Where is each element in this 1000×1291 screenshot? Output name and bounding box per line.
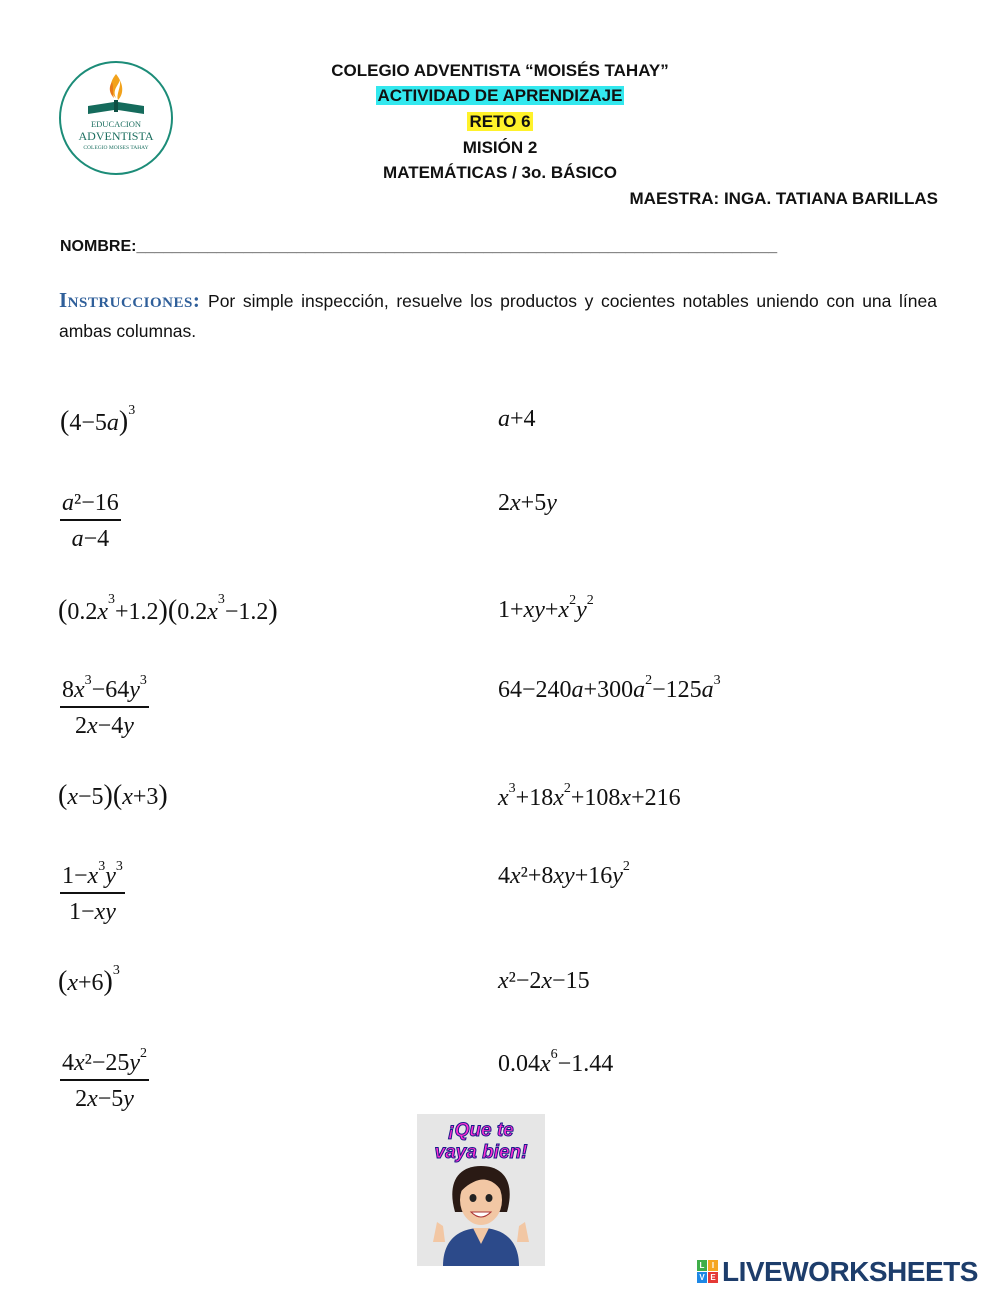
subject-title: MATEMÁTICAS / 3o. BÁSICO [383,163,617,182]
teacher-name: MAESTRA: INGA. TATIANA BARILLAS [629,189,938,208]
right-item-6[interactable]: $4x^2+8xy+16y^2$ [498,859,630,889]
right-item-2[interactable]: 2x+5y [498,490,557,516]
badge-letter-e: E [708,1272,718,1283]
challenge-title-text: RETO 6 [469,112,531,131]
instructions-text: Por simple inspección, resuelve los productos y cocientes notables uniendo con una línea ambas columnas. [59,291,937,341]
left-item-4[interactable]: $\frac{8x^3-64y^3}{2x-4y}$ [62,673,147,739]
right-item-1[interactable]: a+4 [498,406,536,432]
sticker-line-2: vaya bien! [434,1142,528,1163]
right-item-3[interactable]: $1+xy+x^2y^2$ [498,593,594,623]
brand-name: LIVEWORKSHEETS [722,1256,978,1287]
mission-title: MISIÓN 2 [462,138,538,157]
activity-title-text: ACTIVIDAD DE APRENDIZAJE [377,86,623,105]
left-item-8[interactable]: $\frac{4x^2-25y^2}{2x-5y}$ [62,1046,148,1112]
challenge-title [300,112,700,132]
badge-letter-i: I [708,1260,718,1271]
instructions [59,285,937,346]
left-item-2[interactable]: $\frac{\text{a²−16}}{a-4}$ [62,490,119,552]
logo-text-3: COLEGIO MOISES TAHAY [83,145,149,151]
left-item-5[interactable]: (x−5)(x+3) [58,780,168,811]
badge-letter-l: L [697,1260,707,1271]
good-luck-sticker [417,1114,545,1266]
liveworksheets-brand[interactable] [697,1256,997,1286]
logo-text-2: ADVENTISTA [78,129,154,143]
name-label: NOMBRE: [60,238,137,255]
logo-text-1: EDUCACION [90,119,142,129]
left-item-7[interactable]: $(x+6)^3$ [58,963,120,997]
sticker-line-1: ¡Que te [448,1120,514,1141]
brand-badge-icon [697,1260,719,1284]
right-item-8[interactable]: $0.04x^6-1.44$ [498,1047,614,1077]
left-item-3[interactable]: $(0.2x^3+1.2)(0.2x^3-1.2)$ [58,592,278,626]
left-item-1[interactable]: $(4-5a)^3$ [60,403,136,437]
school-name: COLEGIO ADVENTISTA “MOISÉS TAHAY” [331,61,669,80]
right-item-5[interactable]: $x^3+18x^2+108x+216$ [498,781,681,811]
activity-title [300,86,700,106]
name-line[interactable]: ________________________________________________________________________ [136,238,778,255]
badge-letter-v: V [697,1272,707,1283]
right-item-4[interactable]: $64-240a+300a^2-125a^3$ [498,673,721,703]
school-logo [58,60,174,176]
right-item-7[interactable]: x²−2x−15 [498,968,590,994]
name-field[interactable] [60,238,800,256]
left-item-6[interactable]: $\frac{1-x^3y^3}{1-xy}$ [62,859,123,925]
instructions-title: Instrucciones: [59,288,201,312]
